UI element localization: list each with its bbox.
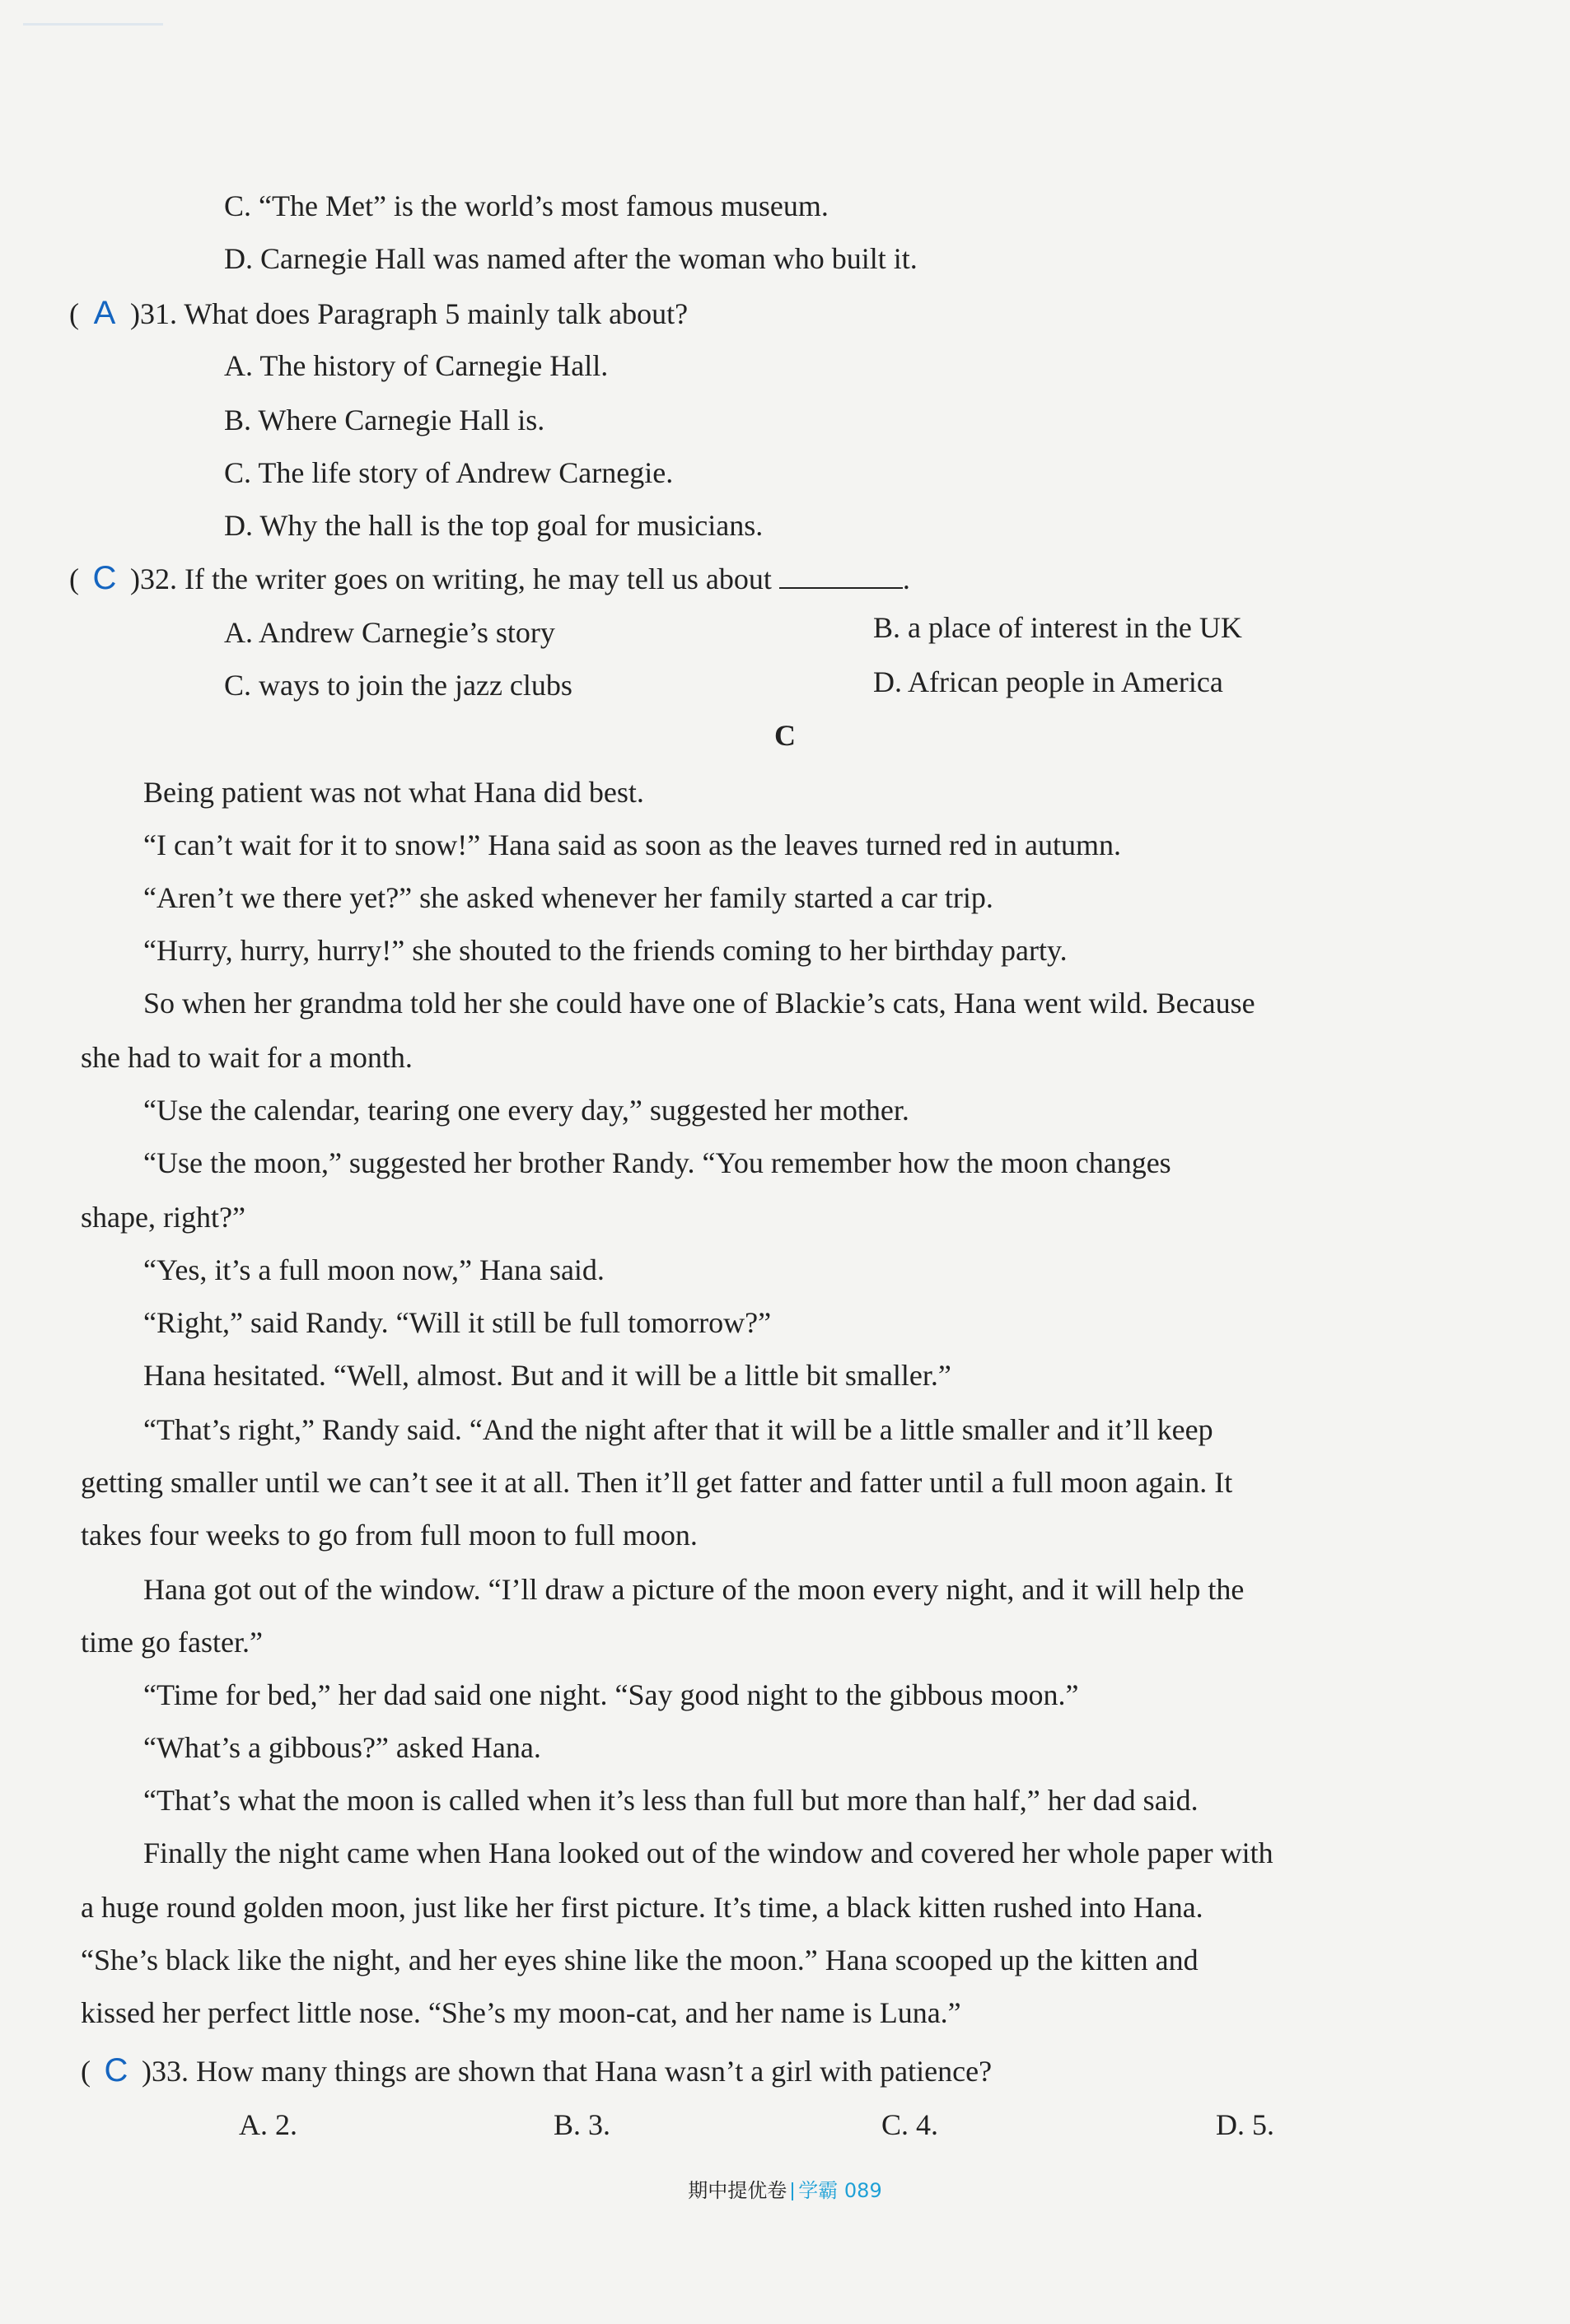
passage-line: “That’s right,” Randy said. “And the night after that it will be a little smaller and it’ll keep xyxy=(143,1413,1213,1446)
q32-blank xyxy=(779,562,903,589)
footer-brand: 学霸 xyxy=(798,2179,839,2202)
q32-option-d: D. African people in America xyxy=(873,665,1223,698)
passage-line: Hana hesitated. “Well, almost. But and it will be a little bit smaller.” xyxy=(143,1359,951,1392)
q31-option-b: B. Where Carnegie Hall is. xyxy=(224,404,545,436)
q33-answer: C xyxy=(104,2052,128,2088)
footer-separator xyxy=(792,2182,793,2200)
top-rule xyxy=(23,23,163,26)
passage-line: “That’s what the moon is called when it’s less than full but more than half,” her dad said. xyxy=(143,1784,1199,1817)
passage-line: “Right,” said Randy. “Will it still be full tomorrow?” xyxy=(143,1306,772,1339)
page-footer xyxy=(0,2174,1570,2203)
passage-line: Being patient was not what Hana did best. xyxy=(143,776,644,809)
footer-title: 期中提优卷 xyxy=(688,2179,787,2202)
passage-line: kissed her perfect little nose. “She’s my moon-cat, and her name is Luna.” xyxy=(81,1996,961,2029)
passage-line: “What’s a gibbous?” asked Hana. xyxy=(143,1731,541,1764)
section-label: C xyxy=(774,719,796,752)
q32-answer: C xyxy=(92,560,117,596)
q32-option-c: C. ways to join the jazz clubs xyxy=(224,669,572,702)
q32-option-a: A. Andrew Carnegie’s story xyxy=(224,616,555,649)
passage-line: “Use the calendar, tearing one every day,” suggested her mother. xyxy=(143,1094,909,1127)
q32-stem: ( C )32. If the writer goes on writing, he may tell us about . xyxy=(69,560,910,596)
q31-option-a: A. The history of Carnegie Hall. xyxy=(224,349,609,382)
q33-option-a: A. 2. xyxy=(239,2108,297,2141)
passage-line: So when her grandma told her she could have one of Blackie’s cats, Hana went wild. Because xyxy=(143,987,1255,1020)
q30-option-c: C. “The Met” is the world’s most famous museum. xyxy=(224,189,829,222)
passage-line: Hana got out of the window. “I’ll draw a picture of the moon every night, and it will help the xyxy=(143,1573,1245,1606)
passage-line: “I can’t wait for it to snow!” Hana said as soon as the leaves turned red in autumn. xyxy=(143,828,1121,861)
q30-option-d: D. Carnegie Hall was named after the woman who built it. xyxy=(224,242,918,275)
passage-line: “Aren’t we there yet?” she asked whenever her family started a car trip. xyxy=(143,881,993,914)
q33-option-d: D. 5. xyxy=(1216,2108,1274,2141)
passage-line: shape, right?” xyxy=(81,1201,245,1234)
q32-option-b: B. a place of interest in the UK xyxy=(873,611,1242,644)
passage-line: Finally the night came when Hana looked out of the window and covered her whole paper with xyxy=(143,1836,1273,1869)
passage-line: takes four weeks to go from full moon to full moon. xyxy=(81,1519,698,1552)
q33-option-c: C. 4. xyxy=(881,2108,939,2141)
passage-line: “Use the moon,” suggested her brother Randy. “You remember how the moon changes xyxy=(143,1146,1171,1179)
passage-line: time go faster.” xyxy=(81,1626,263,1659)
passage-line: she had to wait for a month. xyxy=(81,1041,413,1074)
passage-line: “Hurry, hurry, hurry!” she shouted to the friends coming to her birthday party. xyxy=(143,934,1068,967)
passage-line: a huge round golden moon, just like her first picture. It’s time, a black kitten rushed into Hana. xyxy=(81,1891,1203,1924)
q31-stem: ( A )31. What does Paragraph 5 mainly talk about? xyxy=(69,295,689,331)
q31-option-c: C. The life story of Andrew Carnegie. xyxy=(224,456,674,489)
q33-option-b: B. 3. xyxy=(554,2108,611,2141)
passage-line: getting smaller until we can’t see it at all. Then it’ll get fatter and fatter until a full moon again. It xyxy=(81,1466,1233,1499)
q33-stem: ( C )33. How many things are shown that Hana wasn’t a girl with patience? xyxy=(81,2052,993,2088)
q31-option-d: D. Why the hall is the top goal for musicians. xyxy=(224,509,764,542)
passage-line: “Yes, it’s a full moon now,” Hana said. xyxy=(143,1253,605,1286)
q31-answer: A xyxy=(93,295,116,331)
page-number: 089 xyxy=(843,2179,882,2202)
passage-line: “She’s black like the night, and her eyes shine like the moon.” Hana scooped up the kitten and xyxy=(81,1944,1199,1976)
passage-line: “Time for bed,” her dad said one night. “Say good night to the gibbous moon.” xyxy=(143,1678,1079,1711)
